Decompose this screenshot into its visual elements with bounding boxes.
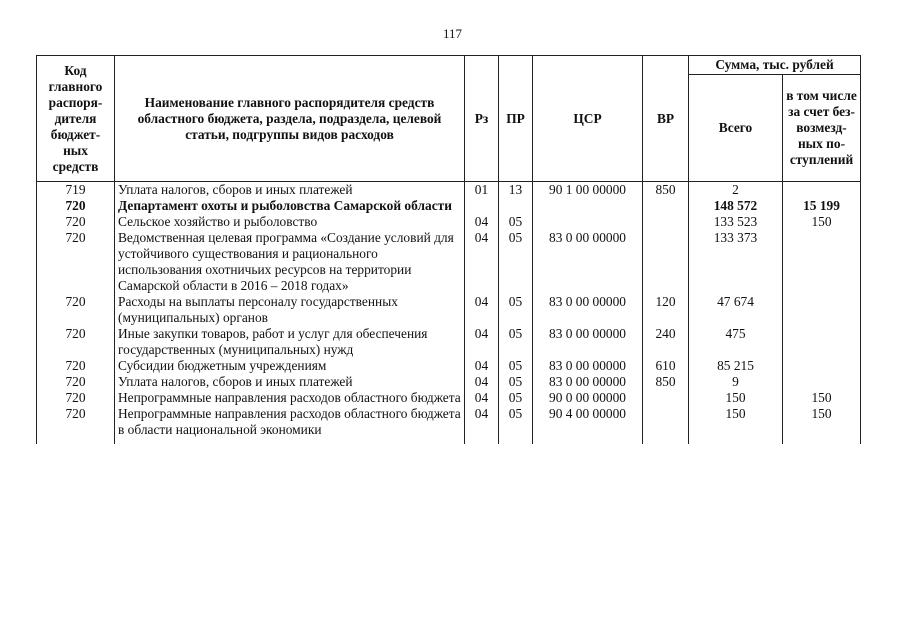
cell-rz: 04 <box>465 214 499 230</box>
cell-name: Уплата налогов, сборов и иных платежей <box>115 374 465 390</box>
cell-gratuitous: 15 199 <box>783 198 861 214</box>
cell-pr: 05 <box>499 390 533 406</box>
cell-vr <box>643 214 689 230</box>
cell-total: 148 572 <box>689 198 783 214</box>
cell-vr: 850 <box>643 374 689 390</box>
cell-rz: 04 <box>465 358 499 374</box>
header-pr: ПР <box>499 56 533 182</box>
cell-total: 85 215 <box>689 358 783 374</box>
cell-name: Уплата налогов, сборов и иных платежей <box>115 182 465 199</box>
cell-vr <box>643 198 689 214</box>
cell-total: 2 <box>689 182 783 199</box>
cell-vr: 240 <box>643 326 689 358</box>
cell-name: Субсидии бюджетным учреждениям <box>115 358 465 374</box>
cell-csr <box>533 198 643 214</box>
cell-code: 720 <box>37 294 115 326</box>
cell-csr: 90 0 00 00000 <box>533 390 643 406</box>
cell-pr: 05 <box>499 374 533 390</box>
table-row <box>37 358 861 374</box>
cell-total: 47 674 <box>689 294 783 326</box>
cell-pr: 05 <box>499 294 533 326</box>
cell-rz: 04 <box>465 294 499 326</box>
cell-gratuitous <box>783 358 861 374</box>
cell-pr: 05 <box>499 214 533 230</box>
cell-rz: 01 <box>465 182 499 199</box>
cell-name: Сельское хозяйство и рыболовство <box>115 214 465 230</box>
cell-name: Ведомственная целевая программа «Создание условий для устойчивого существования и рационального использования охотничьих ресурсов на территории Самарской области в 2016 – 2018 годах» <box>115 230 465 294</box>
cell-vr <box>643 390 689 406</box>
cell-code: 720 <box>37 390 115 406</box>
cell-csr: 90 4 00 00000 <box>533 406 643 444</box>
header-csr: ЦСР <box>533 56 643 182</box>
table-row <box>37 214 861 230</box>
cell-gratuitous <box>783 326 861 358</box>
table-row <box>37 198 861 214</box>
table-row <box>37 230 861 294</box>
table-row <box>37 326 861 358</box>
cell-csr <box>533 214 643 230</box>
cell-gratuitous <box>783 230 861 294</box>
cell-name: Расходы на выплаты персоналу государственных (муниципальных) органов <box>115 294 465 326</box>
cell-pr: 05 <box>499 358 533 374</box>
cell-total: 133 523 <box>689 214 783 230</box>
cell-vr: 850 <box>643 182 689 199</box>
cell-csr: 83 0 00 00000 <box>533 358 643 374</box>
cell-vr <box>643 230 689 294</box>
table-body <box>37 182 861 445</box>
cell-total: 150 <box>689 390 783 406</box>
table-header <box>37 56 861 182</box>
cell-code: 720 <box>37 406 115 444</box>
cell-name: Непрограммные направления расходов областного бюджета <box>115 390 465 406</box>
cell-code: 720 <box>37 326 115 358</box>
cell-vr: 610 <box>643 358 689 374</box>
cell-code: 719 <box>37 182 115 199</box>
cell-pr: 05 <box>499 406 533 444</box>
header-sum-group: Сумма, тыс. рублей <box>689 56 861 75</box>
cell-rz: 04 <box>465 406 499 444</box>
cell-code: 720 <box>37 230 115 294</box>
cell-pr: 05 <box>499 230 533 294</box>
cell-gratuitous <box>783 374 861 390</box>
cell-gratuitous: 150 <box>783 406 861 444</box>
cell-name: Департамент охоты и рыболовства Самарской области <box>115 198 465 214</box>
table-row <box>37 390 861 406</box>
cell-total: 475 <box>689 326 783 358</box>
cell-vr: 120 <box>643 294 689 326</box>
cell-rz: 04 <box>465 374 499 390</box>
cell-csr: 83 0 00 00000 <box>533 230 643 294</box>
cell-csr: 83 0 00 00000 <box>533 294 643 326</box>
cell-rz: 04 <box>465 230 499 294</box>
cell-gratuitous <box>783 182 861 199</box>
cell-gratuitous <box>783 294 861 326</box>
cell-code: 720 <box>37 358 115 374</box>
page-number: 117 <box>442 26 463 41</box>
cell-gratuitous: 150 <box>783 390 861 406</box>
table-row <box>37 182 861 199</box>
cell-code: 720 <box>37 214 115 230</box>
cell-total: 133 373 <box>689 230 783 294</box>
budget-table <box>36 55 861 444</box>
cell-code: 720 <box>37 198 115 214</box>
cell-name: Иные закупки товаров, работ и услуг для обеспечения государственных (муниципальных) нужд <box>115 326 465 358</box>
cell-gratuitous: 150 <box>783 214 861 230</box>
table-row <box>37 294 861 326</box>
header-total: Всего <box>689 75 783 182</box>
cell-total: 150 <box>689 406 783 444</box>
header-rz: Рз <box>465 56 499 182</box>
header-name: Наименование главного распорядителя средств областного бюджета, раздела, подраздела, целевой статьи, подгруппы видов расходов <box>115 56 465 182</box>
cell-pr <box>499 198 533 214</box>
cell-rz <box>465 198 499 214</box>
cell-rz: 04 <box>465 390 499 406</box>
cell-total: 9 <box>689 374 783 390</box>
cell-csr: 83 0 00 00000 <box>533 374 643 390</box>
cell-name: Непрограммные направления расходов областного бюджета в области национальной экономики <box>115 406 465 444</box>
cell-rz: 04 <box>465 326 499 358</box>
table-row <box>37 406 861 444</box>
cell-csr: 83 0 00 00000 <box>533 326 643 358</box>
cell-code: 720 <box>37 374 115 390</box>
cell-csr: 90 1 00 00000 <box>533 182 643 199</box>
cell-pr: 05 <box>499 326 533 358</box>
header-code: Код главного распоря-дителя бюджет-ных средств <box>37 56 115 182</box>
header-vr: ВР <box>643 56 689 182</box>
cell-pr: 13 <box>499 182 533 199</box>
header-gratuitous: в том числе за счет без-возмезд-ных по-ступлений <box>783 75 861 182</box>
cell-vr <box>643 406 689 444</box>
table-row <box>37 374 861 390</box>
